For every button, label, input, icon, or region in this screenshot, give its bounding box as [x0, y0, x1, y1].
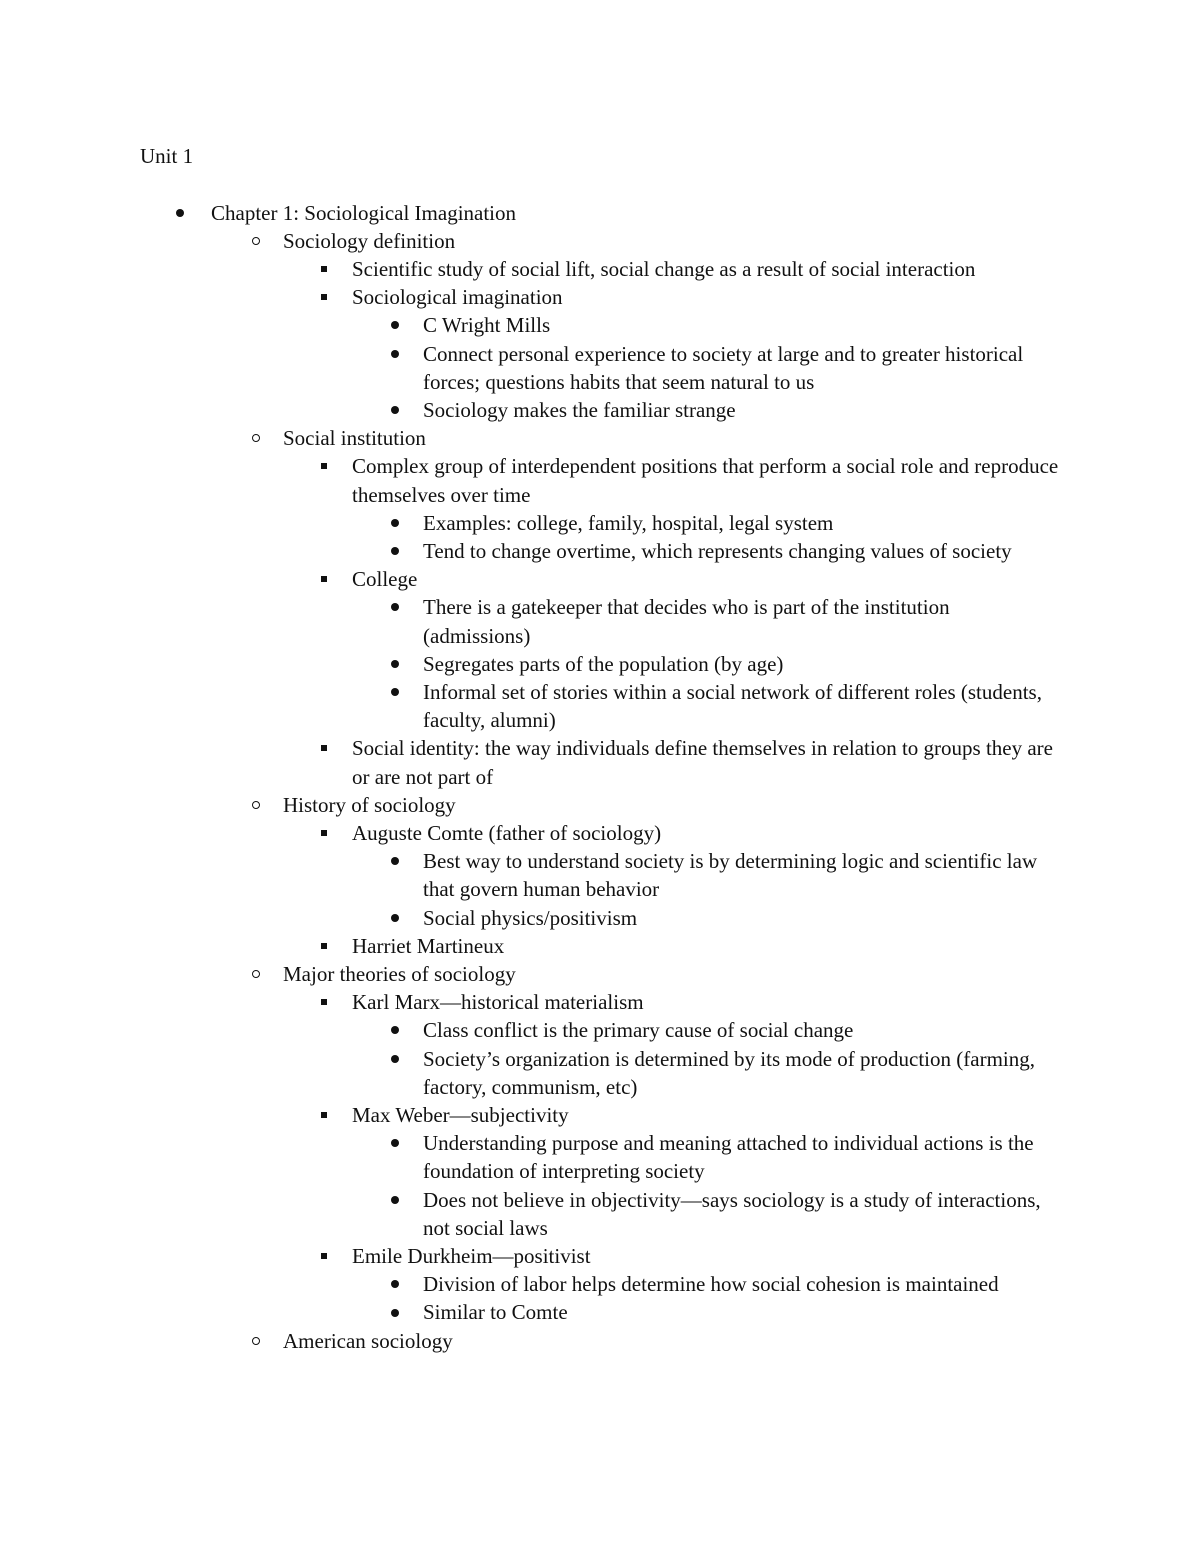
- outline-item-level-4: [0, 396, 1200, 424]
- outline-item-level-2: [0, 791, 1200, 819]
- outline-item-text: Class conflict is the primary cause of social change: [423, 1018, 854, 1043]
- filled-circle-bullet-icon: [387, 340, 403, 368]
- outline-item-level-3: [0, 452, 1200, 508]
- outline-item-level-4: [0, 537, 1200, 565]
- outline-item-level-4: [0, 678, 1200, 734]
- outline-item-level-3: [0, 988, 1200, 1016]
- outline-item-level-4: [0, 1186, 1200, 1242]
- outline-item-text: Tend to change overtime, which represents changing values of society: [423, 538, 1012, 563]
- outline-item-text: Similar to Comte: [423, 1300, 568, 1325]
- square-bullet-icon: [316, 988, 332, 1016]
- outline-item-level-4: [0, 311, 1200, 339]
- filled-circle-bullet-icon: [387, 1270, 403, 1298]
- outline-item-level-4: [0, 650, 1200, 678]
- outline-item-text: Emile Durkheim—positivist: [352, 1244, 591, 1269]
- square-bullet-icon: [316, 734, 332, 762]
- page-title: Unit 1: [140, 144, 194, 168]
- outline-item-level-1: [0, 199, 1200, 227]
- square-bullet-icon: [316, 565, 332, 593]
- outline-item-text: Sociology definition: [283, 228, 456, 253]
- filled-circle-bullet-icon: [387, 904, 403, 932]
- outline-item-text: College: [352, 567, 418, 592]
- filled-circle-bullet-icon: [387, 311, 403, 339]
- outline-item-level-4: [0, 1270, 1200, 1298]
- outline-item-level-4: [0, 1045, 1200, 1101]
- outline-item-text: Sociology makes the familiar strange: [423, 397, 736, 422]
- outline-item-text: Sociological imagination: [352, 285, 563, 310]
- outline-item-text: Social identity: the way individuals define themselves in relation to groups they are or are not part of: [352, 736, 1053, 789]
- filled-circle-bullet-icon: [387, 650, 403, 678]
- outline-item-text: Society’s organization is determined by its mode of production (farming, factory, communism, etc): [423, 1046, 1035, 1099]
- outline-item-text: Social institution: [283, 426, 426, 451]
- outline-list: [0, 199, 1200, 1355]
- filled-circle-bullet-icon: [387, 678, 403, 706]
- outline-item-text: History of sociology: [283, 792, 456, 817]
- outline-item-text: Scientific study of social lift, social change as a result of social interaction: [352, 256, 976, 281]
- outline-item-text: Does not believe in objectivity—says sociology is a study of interactions, not social laws: [423, 1187, 1041, 1240]
- square-bullet-icon: [316, 932, 332, 960]
- outline-item-text: Understanding purpose and meaning attached to individual actions is the foundation of interpreting society: [423, 1131, 1034, 1184]
- outline-item-text: Segregates parts of the population (by age): [423, 651, 784, 676]
- filled-circle-bullet-icon: [387, 847, 403, 875]
- filled-circle-bullet-icon: [387, 509, 403, 537]
- square-bullet-icon: [316, 819, 332, 847]
- filled-circle-bullet-icon: [387, 537, 403, 565]
- outline-item-text: American sociology: [283, 1328, 453, 1353]
- outline-item-level-3: [0, 1101, 1200, 1129]
- outline-item-level-4: [0, 847, 1200, 903]
- outline-item-text: There is a gatekeeper that decides who is part of the institution (admissions): [423, 595, 950, 648]
- outline-item-text: Best way to understand society is by determining logic and scientific law that govern human behavior: [423, 849, 1038, 902]
- outline-item-text: Informal set of stories within a social network of different roles (students, faculty, alumni): [423, 679, 1042, 733]
- square-bullet-icon: [316, 452, 332, 480]
- outline-item-text: C Wright Mills: [423, 313, 551, 338]
- outline-item-text: Social physics/positivism: [423, 905, 638, 930]
- outline-item-text: Max Weber—subjectivity: [352, 1103, 569, 1127]
- outline-item-level-4: [0, 1129, 1200, 1185]
- hollow-circle-bullet-icon: [248, 1327, 264, 1355]
- outline-item-level-2: [0, 227, 1200, 255]
- outline-item-text: Complex group of interdependent positions that perform a social role and reproduce themselves over time: [352, 454, 1059, 507]
- filled-circle-bullet-icon: [387, 1186, 403, 1214]
- outline-item-level-4: [0, 904, 1200, 932]
- square-bullet-icon: [316, 255, 332, 283]
- hollow-circle-bullet-icon: [248, 424, 264, 452]
- square-bullet-icon: [316, 283, 332, 311]
- outline-item-level-3: [0, 283, 1200, 311]
- outline-item-level-3: [0, 1242, 1200, 1270]
- outline-item-text: Auguste Comte (father of sociology): [352, 820, 662, 845]
- square-bullet-icon: [316, 1101, 332, 1129]
- outline-item-text: Connect personal experience to society at large and to greater historical forces; questions habits that seem natural to us: [423, 341, 1024, 394]
- outline-item-level-4: [0, 593, 1200, 649]
- outline-item-level-2: [0, 424, 1200, 452]
- square-bullet-icon: [316, 1242, 332, 1270]
- outline-item-text: Karl Marx—historical materialism: [352, 990, 644, 1015]
- outline-item-text: Examples: college, family, hospital, legal system: [423, 510, 834, 535]
- outline-item-level-2: [0, 1327, 1200, 1355]
- outline-item-level-3: [0, 819, 1200, 847]
- outline-item-text: Chapter 1: Sociological Imagination: [211, 200, 517, 225]
- outline-item-level-3: [0, 734, 1200, 790]
- outline-item-level-4: [0, 340, 1200, 396]
- filled-circle-bullet-icon: [387, 1298, 403, 1326]
- filled-circle-bullet-icon: [387, 593, 403, 621]
- filled-circle-bullet-icon: [172, 199, 188, 227]
- filled-circle-bullet-icon: [387, 1129, 403, 1157]
- outline-item-level-3: [0, 255, 1200, 283]
- outline-item-level-4: [0, 1016, 1200, 1044]
- filled-circle-bullet-icon: [387, 1045, 403, 1073]
- hollow-circle-bullet-icon: [248, 791, 264, 819]
- hollow-circle-bullet-icon: [248, 960, 264, 988]
- hollow-circle-bullet-icon: [248, 227, 264, 255]
- outline-item-level-3: [0, 932, 1200, 960]
- outline-item-text: Harriet Martineux: [352, 933, 505, 958]
- outline-item-level-4: [0, 1298, 1200, 1326]
- outline-item-text: Division of labor helps determine how social cohesion is maintained: [423, 1272, 999, 1297]
- outline-item-text: Major theories of sociology: [283, 961, 516, 986]
- outline-item-level-4: [0, 509, 1200, 537]
- outline-item-level-3: [0, 565, 1200, 593]
- outline-item-level-2: [0, 960, 1200, 988]
- filled-circle-bullet-icon: [387, 1016, 403, 1044]
- filled-circle-bullet-icon: [387, 396, 403, 424]
